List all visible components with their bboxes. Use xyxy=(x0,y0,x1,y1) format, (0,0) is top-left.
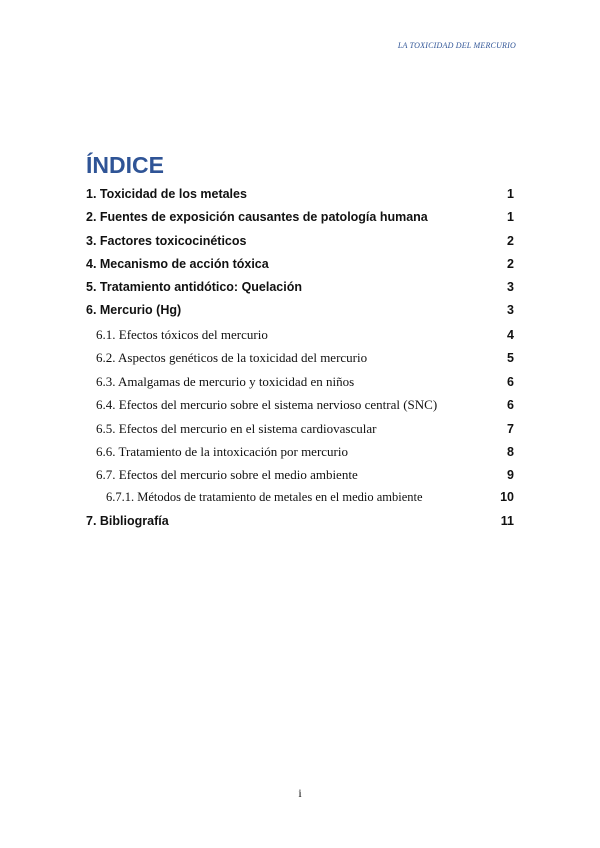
running-header: LA TOXICIDAD DEL MERCURIO xyxy=(397,41,516,50)
toc-entry-page: 8 xyxy=(507,445,514,459)
toc-entry-4[interactable] xyxy=(86,257,514,271)
toc-entry-page: 4 xyxy=(507,328,514,342)
toc-entry-label: 6.3. Amalgamas de mercurio y toxicidad en niños xyxy=(96,374,355,389)
toc-entry-6-7-1[interactable] xyxy=(106,490,514,505)
toc-entry-page: 3 xyxy=(507,303,514,317)
toc-entry-page: 2 xyxy=(507,234,514,248)
toc-entry-label: 6.7. Efectos del mercurio sobre el medio ambiente xyxy=(96,467,358,482)
toc-entry-6-2[interactable] xyxy=(96,350,514,366)
toc-entry-label: 5. Tratamiento antidótico: Quelación xyxy=(86,280,303,294)
page-number: i xyxy=(298,786,302,800)
toc-entry-label: 6.6. Tratamiento de la intoxicación por mercurio xyxy=(96,444,348,459)
toc-entry-7[interactable] xyxy=(86,514,514,528)
page-title: ÍNDICE xyxy=(86,152,164,178)
toc-entry-page: 7 xyxy=(507,422,514,436)
toc-entry-6-1[interactable] xyxy=(96,327,514,343)
toc-entry-1[interactable] xyxy=(86,187,514,201)
toc-entry-page: 1 xyxy=(507,187,514,201)
toc-entry-label: 6.5. Efectos del mercurio en el sistema cardiovascular xyxy=(96,421,377,436)
toc-entry-6-6[interactable] xyxy=(96,444,514,460)
toc-entry-label: 7. Bibliografía xyxy=(86,514,169,528)
toc-entry-page: 1 xyxy=(507,210,514,224)
toc-entry-label: 6.4. Efectos del mercurio sobre el sistema nervioso central (SNC) xyxy=(96,397,438,412)
toc-entry-label: 6.2. Aspectos genéticos de la toxicidad del mercurio xyxy=(96,350,368,365)
toc-entry-label: 6.7.1. Métodos de tratamiento de metales en el medio ambiente xyxy=(106,490,423,504)
toc-entry-6-7[interactable] xyxy=(96,467,514,483)
toc-entry-6-4[interactable] xyxy=(96,397,514,413)
toc-entry-2[interactable] xyxy=(86,210,514,224)
toc-entry-5[interactable] xyxy=(86,280,514,294)
toc-entry-page: 2 xyxy=(507,257,514,271)
toc-entry-label: 6.1. Efectos tóxicos del mercurio xyxy=(96,327,268,342)
toc-entry-page: 10 xyxy=(500,490,514,504)
toc-entry-3[interactable] xyxy=(86,234,514,248)
toc-entry-label: 6. Mercurio (Hg) xyxy=(86,303,182,317)
toc-entry-page: 11 xyxy=(500,514,514,528)
toc-entry-page: 3 xyxy=(507,280,514,294)
toc-entry-label: 3. Factores toxicocinéticos xyxy=(86,234,247,248)
toc-entry-page: 6 xyxy=(507,375,514,389)
toc-entry-6[interactable] xyxy=(86,303,514,317)
toc-entry-page: 5 xyxy=(507,351,514,365)
toc-entry-label: 2. Fuentes de exposición causantes de patología humana xyxy=(86,210,428,224)
toc-entry-label: 1. Toxicidad de los metales xyxy=(86,187,247,201)
toc-entry-6-5[interactable] xyxy=(96,421,514,437)
toc-entry-page: 6 xyxy=(507,398,514,412)
toc-entry-page: 9 xyxy=(507,468,514,482)
toc-entry-label: 4. Mecanismo de acción tóxica xyxy=(86,257,269,271)
toc-entry-6-3[interactable] xyxy=(96,374,514,390)
